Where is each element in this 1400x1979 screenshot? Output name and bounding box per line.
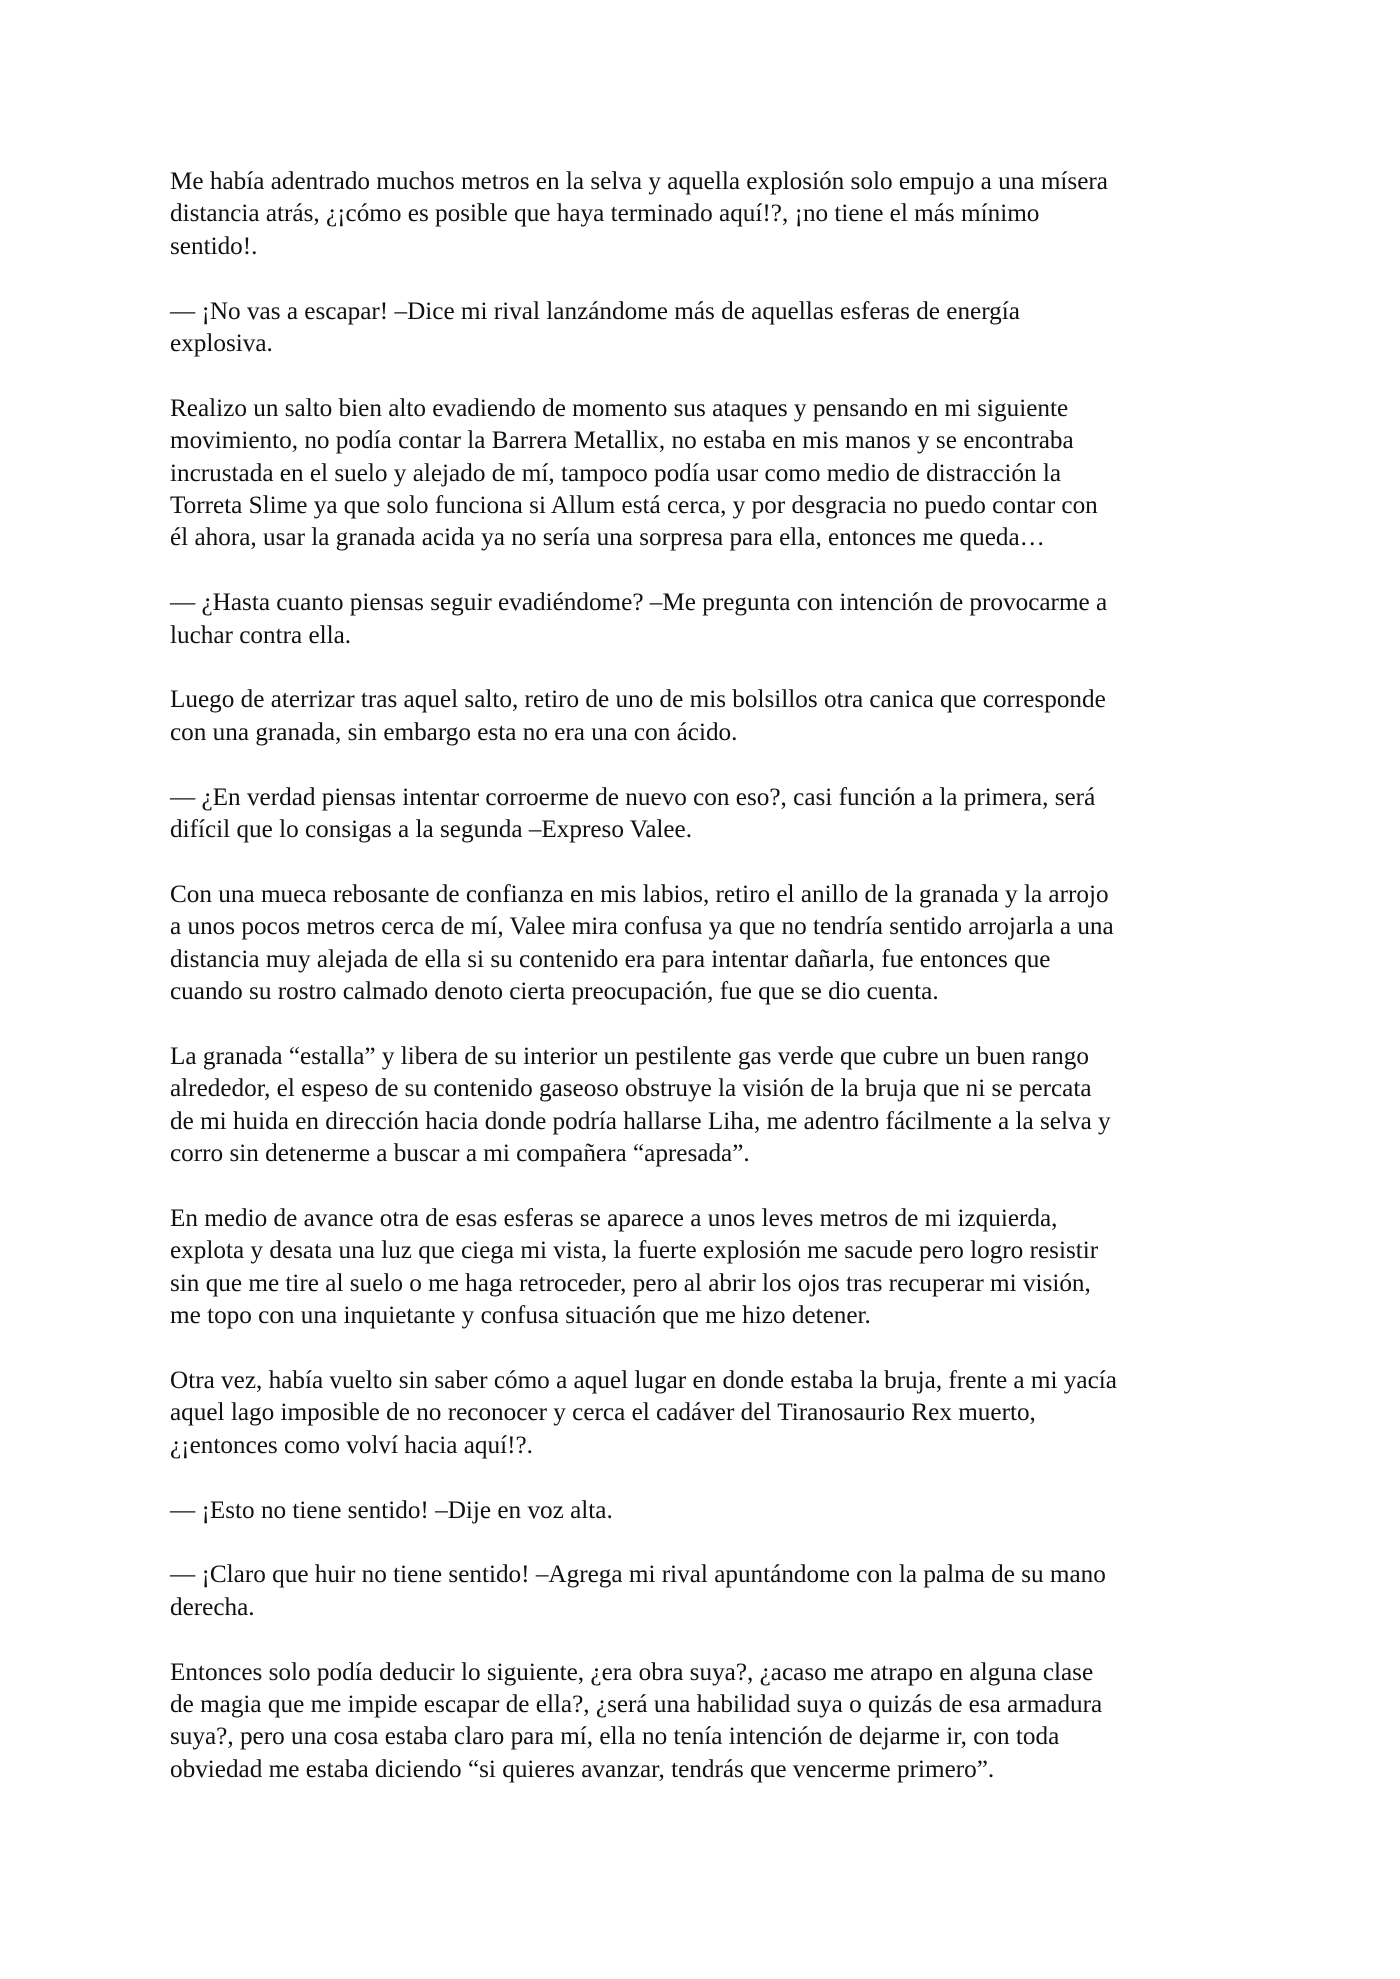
text-line: luchar contra ella.	[170, 621, 352, 649]
text-line: Realizo un salto bien alto evadiendo de momento sus ataques y pensando en mi siguiente	[170, 394, 1069, 422]
paragraph-8	[170, 1041, 1238, 1171]
text-line: corro sin detenerme a buscar a mi compañera “apresada”.	[170, 1140, 750, 1168]
paragraph-3	[170, 393, 1238, 555]
paragraph-12	[170, 1559, 1238, 1624]
document-body	[170, 166, 1238, 1819]
text-line: derecha.	[170, 1593, 255, 1621]
text-line: — ¡Claro que huir no tiene sentido! –Agrega mi rival apuntándome con la palma de su mano	[170, 1561, 1106, 1589]
text-line: difícil que lo consigas a la segunda –Expreso Valee.	[170, 816, 693, 844]
text-line: sin que me tire al suelo o me haga retroceder, pero al abrir los ojos tras recuperar mi visión,	[170, 1269, 1091, 1297]
text-line: sentido!.	[170, 232, 258, 260]
text-line: distancia muy alejada de ella si su contenido era para intentar dañarla, fue entonces que	[170, 945, 1051, 973]
text-line: Otra vez, había vuelto sin saber cómo a aquel lugar en donde estaba la bruja, frente a mi yacía	[170, 1366, 1117, 1394]
text-line: — ¿Hasta cuanto piensas seguir evadiéndome? –Me pregunta con intención de provocarme a	[170, 589, 1108, 617]
paragraph-11	[170, 1495, 1238, 1527]
paragraph-4	[170, 587, 1238, 652]
text-line: aquel lago imposible de no reconocer y cerca el cadáver del Tiranosaurio Rex muerto,	[170, 1399, 1036, 1427]
text-line: él ahora, usar la granada acida ya no sería una sorpresa para ella, entonces me queda…	[170, 524, 1045, 552]
text-line: explosiva.	[170, 330, 273, 358]
paragraph-9	[170, 1203, 1238, 1333]
text-line: ¿¡entonces como volví hacia aquí!?.	[170, 1431, 533, 1459]
text-line: Con una mueca rebosante de confianza en mis labios, retiro el anillo de la granada y la arrojo	[170, 880, 1109, 908]
text-line: a unos pocos metros cerca de mí, Valee mira confusa ya que no tendría sentido arrojarla a una	[170, 913, 1114, 941]
text-line: cuando su rostro calmado denoto cierta preocupación, fue que se dio cuenta.	[170, 978, 939, 1006]
text-line: explota y desata una luz que ciega mi vista, la fuerte explosión me sacude pero logro resistir	[170, 1237, 1099, 1265]
text-line: alrededor, el espeso de su contenido gaseoso obstruye la visión de la bruja que ni se percata	[170, 1075, 1092, 1103]
text-line: obviedad me estaba diciendo “si quieres avanzar, tendrás que vencerme primero”.	[170, 1755, 995, 1783]
paragraph-13	[170, 1657, 1238, 1787]
text-line: de mi huida en dirección hacia donde podría hallarse Liha, me adentro fácilmente a la selva y	[170, 1107, 1111, 1135]
text-line: Me había adentrado muchos metros en la selva y aquella explosión solo empujo a una mísera	[170, 168, 1108, 195]
text-line: Torreta Slime ya que solo funciona si Allum está cerca, y por desgracia no puedo contar con	[170, 492, 1098, 520]
paragraph-2	[170, 296, 1238, 361]
paragraph-7	[170, 879, 1238, 1009]
text-line: En medio de avance otra de esas esferas se aparece a unos leves metros de mi izquierda,	[170, 1204, 1058, 1232]
text-line: — ¿En verdad piensas intentar corroerme de nuevo con eso?, casi función a la primera, será	[170, 783, 1096, 811]
text-line: Entonces solo podía deducir lo siguiente, ¿era obra suya?, ¿acaso me atrapo en alguna clase	[170, 1658, 1094, 1686]
text-line: distancia atrás, ¿¡cómo es posible que haya terminado aquí!?, ¡no tiene el más mínimo	[170, 200, 1040, 228]
text-line: suya?, pero una cosa estaba claro para mí, ella no tenía intención de dejarme ir, con toda	[170, 1723, 1060, 1751]
text-line: incrustada en el suelo y alejado de mí, tampoco podía usar como medio de distracción la	[170, 459, 1062, 487]
paragraph-1	[170, 166, 1238, 263]
paragraph-5	[170, 684, 1238, 749]
text-line: La granada “estalla” y libera de su interior un pestilente gas verde que cubre un buen rango	[170, 1042, 1089, 1070]
text-line: con una granada, sin embargo esta no era una con ácido.	[170, 718, 738, 746]
text-line: Luego de aterrizar tras aquel salto, retiro de uno de mis bolsillos otra canica que corresponde	[170, 686, 1106, 714]
text-line: de magia que me impide escapar de ella?, ¿será una habilidad suya o quizás de esa armadura	[170, 1690, 1103, 1718]
text-line: — ¡No vas a escapar! –Dice mi rival lanzándome más de aquellas esferas de energía	[170, 297, 1020, 325]
paragraph-10	[170, 1365, 1238, 1462]
text-line: — ¡Esto no tiene sentido! –Dije en voz alta.	[170, 1496, 613, 1524]
text-line: me topo con una inquietante y confusa situación que me hizo detener.	[170, 1302, 871, 1330]
paragraph-6	[170, 782, 1238, 847]
text-line: movimiento, no podía contar la Barrera Metallix, no estaba en mis manos y se encontraba	[170, 427, 1074, 455]
